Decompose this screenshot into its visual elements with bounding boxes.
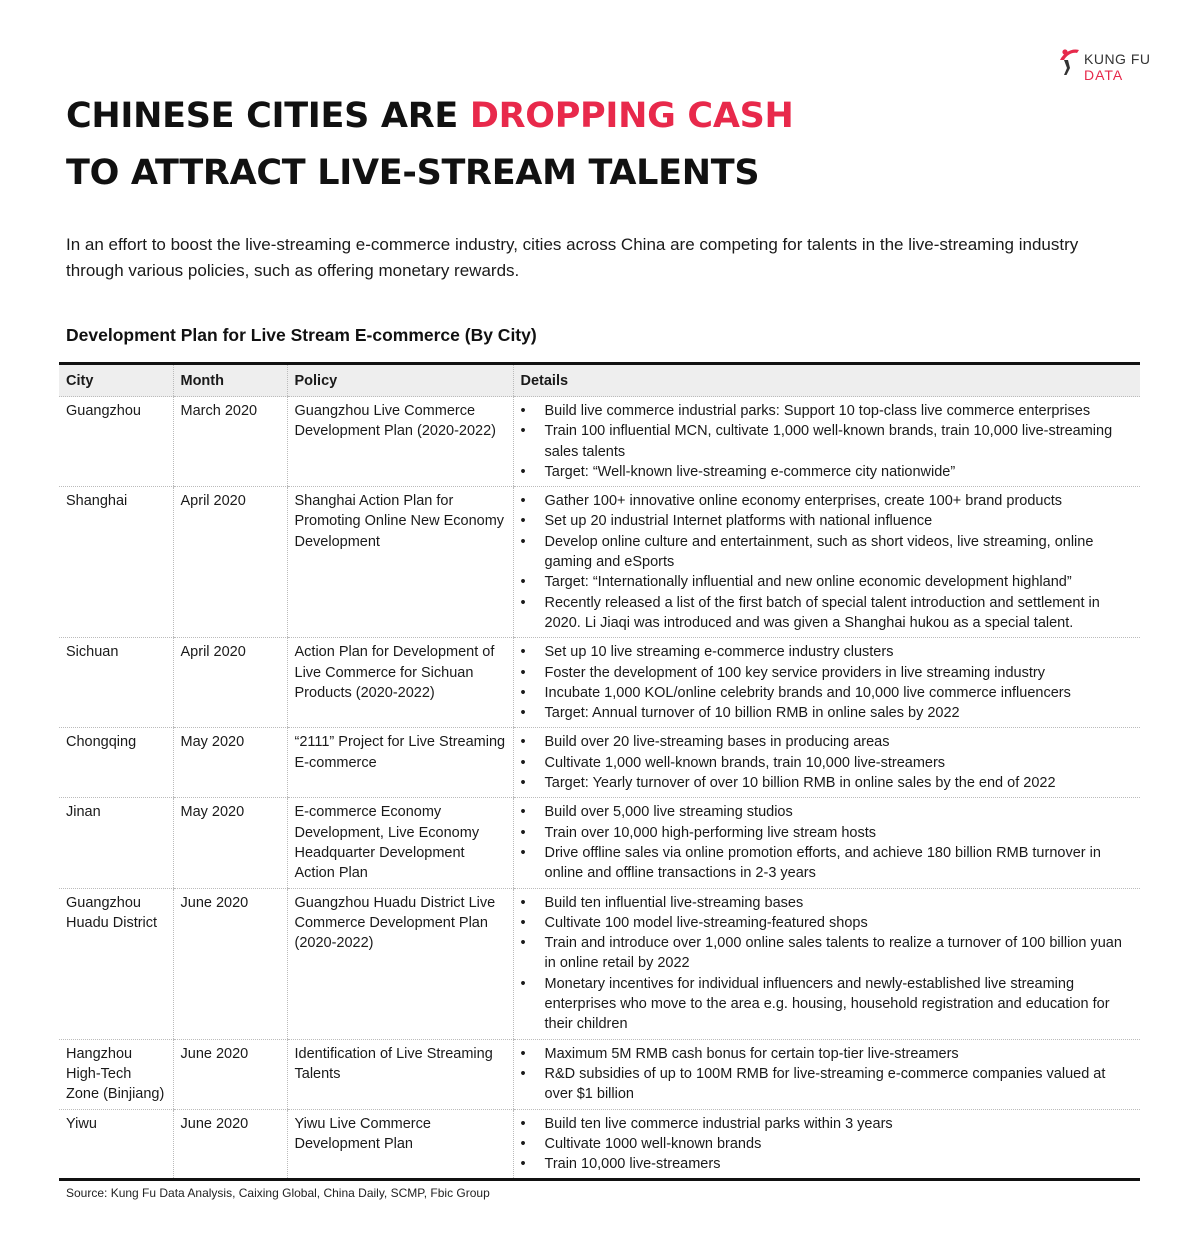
development-plan-table	[59, 362, 1140, 1181]
details-list-item: • Train over 10,000 high-performing live stream hosts	[521, 823, 1134, 843]
kung-fu-figure-icon	[1056, 46, 1082, 76]
cell-city: Guangzhou Huadu District	[59, 888, 173, 1039]
cell-details	[513, 728, 1140, 798]
details-list	[521, 491, 1134, 633]
details-list-item: • Set up 20 industrial Internet platforms with national influence	[521, 511, 1134, 531]
cell-policy: Guangzhou Live Commerce Development Plan (2020-2022)	[287, 397, 513, 487]
cell-month: April 2020	[173, 487, 287, 638]
details-list-item: • Train 100 influential MCN, cultivate 1,000 well-known brands, train 10,000 live-streaming sales talents	[521, 421, 1134, 462]
details-list-item: • Cultivate 1000 well-known brands	[521, 1134, 1134, 1154]
cell-city: Guangzhou	[59, 397, 173, 487]
details-list-item: • Develop online culture and entertainment, such as short videos, live streaming, online gaming and eSports	[521, 532, 1134, 573]
cell-policy: “2111” Project for Live Streaming E-commerce	[287, 728, 513, 798]
cell-details	[513, 487, 1140, 638]
table-title: Development Plan for Live Stream E-commerce (By City)	[66, 325, 537, 345]
details-list-item: • Build ten influential live-streaming bases	[521, 893, 1134, 913]
details-list-item: • Drive offline sales via online promotion efforts, and achieve 180 billion RMB turnover in online and offline transactions in 2-3 years	[521, 843, 1134, 884]
details-list-item: • Maximum 5M RMB cash bonus for certain top-tier live-streamers	[521, 1044, 1134, 1064]
table-header-row	[59, 364, 1140, 397]
logo-text-data: DATA	[1084, 67, 1124, 83]
details-list-item: • Train 10,000 live-streamers	[521, 1154, 1134, 1174]
table-row	[59, 487, 1140, 638]
details-list	[521, 802, 1134, 883]
details-list-item: • Build over 20 live-streaming bases in producing areas	[521, 732, 1134, 752]
cell-city: Yiwu	[66, 1115, 97, 1132]
cell-month: April 2020	[173, 638, 287, 728]
details-list-item: • Cultivate 1,000 well-known brands, train 10,000 live-streamers	[521, 753, 1134, 773]
cell-city: Jinan	[59, 798, 173, 888]
cell-month: March 2020	[173, 397, 287, 487]
details-list	[521, 732, 1134, 793]
details-list	[521, 893, 1134, 1035]
details-list-item: • Target: Annual turnover of 10 billion RMB in online sales by 2022	[521, 703, 1134, 723]
table-row	[59, 638, 1140, 728]
details-list-item: • Recently released a list of the first batch of special talent introduction and settlement in 2020. Li Jiaqi was introduced and was given a Shanghai hukou as a special talent.	[521, 593, 1134, 634]
details-list-item: • Foster the development of 100 key service providers in live streaming industry	[521, 663, 1134, 683]
details-list	[521, 1114, 1134, 1175]
details-list-item: • Target: “Well-known live-streaming e-commerce city nationwide”	[521, 462, 1134, 482]
details-list-item: • R&D subsidies of up to 100M RMB for live-streaming e-commerce companies valued at over $1 billion	[521, 1064, 1134, 1105]
cell-month: June 2020	[173, 1109, 287, 1180]
details-list	[521, 401, 1134, 482]
header-city: City	[59, 364, 173, 397]
headline-highlight: DROPPING CASH	[469, 96, 794, 136]
kung-fu-data-logo	[1056, 44, 1152, 84]
cell-city: Chongqing	[59, 728, 173, 798]
source-note: Source: Kung Fu Data Analysis, Caixing Global, China Daily, SCMP, Fbic Group	[66, 1186, 490, 1200]
cell-policy: Guangzhou Huadu District Live Commerce Development Plan (2020-2022)	[287, 888, 513, 1039]
details-list-item: • Monetary incentives for individual influencers and newly-established live streaming enterprises who move to the area e.g. housing, household registration and education for their children	[521, 974, 1134, 1035]
cell-details	[513, 638, 1140, 728]
cell-month: June 2020	[173, 888, 287, 1039]
details-list-item: • Gather 100+ innovative online economy enterprises, create 100+ brand products	[521, 491, 1134, 511]
details-list-item: • Train and introduce over 1,000 online sales talents to realize a turnover of 100 billion yuan in online retail by 2022	[521, 933, 1134, 974]
table-body	[59, 397, 1140, 1180]
table-row	[59, 728, 1140, 798]
details-list-item: • Build live commerce industrial parks: Support 10 top-class live commerce enterprises	[521, 401, 1134, 421]
cell-city: Sichuan	[59, 638, 173, 728]
details-list-item: • Incubate 1,000 KOL/online celebrity brands and 10,000 live commerce influencers	[521, 683, 1134, 703]
details-list	[521, 1044, 1134, 1105]
table-row	[59, 1039, 1140, 1109]
details-list-item: • Set up 10 live streaming e-commerce industry clusters	[521, 642, 1134, 662]
cell-details	[513, 1109, 1140, 1180]
cell-policy: Shanghai Action Plan for Promoting Online New Economy Development	[287, 487, 513, 638]
cell-policy: E-commerce Economy Development, Live Economy Headquarter Development Action Plan	[287, 798, 513, 888]
cell-details	[513, 888, 1140, 1039]
cell-policy: Identification of Live Streaming Talents	[287, 1039, 513, 1109]
headline-line1-text: CHINESE CITIES ARE	[66, 96, 470, 136]
header-details: Details	[513, 364, 1140, 397]
cell-policy: Yiwu Live Commerce Development Plan	[287, 1109, 513, 1180]
details-list-item: • Target: “Internationally influential and new online economic development highland”	[521, 572, 1134, 592]
cell-details	[513, 1039, 1140, 1109]
details-list-item: • Build ten live commerce industrial parks within 3 years	[521, 1114, 1134, 1134]
cell-policy: Action Plan for Development of Live Commerce for Sichuan Products (2020-2022)	[287, 638, 513, 728]
details-list-item: • Build over 5,000 live streaming studios	[521, 802, 1134, 822]
table-row	[59, 397, 1140, 487]
logo-text-kung-fu: KUNG FU	[1084, 51, 1151, 67]
cell-city: Shanghai	[59, 487, 173, 638]
details-list	[521, 642, 1134, 723]
table-row	[59, 1109, 1140, 1180]
header-month: Month	[173, 364, 287, 397]
cell-city: Hangzhou High-Tech Zone (Binjiang)	[59, 1039, 173, 1109]
table-row	[59, 888, 1140, 1039]
details-list-item: • Target: Yearly turnover of over 10 billion RMB in online sales by the end of 2022	[521, 773, 1134, 793]
headline-line2-text: TO ATTRACT LIVE-STREAM TALENTS	[66, 153, 760, 193]
page-headline	[66, 88, 794, 202]
cell-month: May 2020	[173, 798, 287, 888]
table-row	[59, 798, 1140, 888]
details-list-item: • Cultivate 100 model live-streaming-featured shops	[521, 913, 1134, 933]
cell-month: May 2020	[173, 728, 287, 798]
header-policy: Policy	[287, 364, 513, 397]
intro-paragraph: In an effort to boost the live-streaming e-commerce industry, cities across China are competing for talents in the live-streaming industry through various policies, such as offering monetary rewards.	[66, 235, 1079, 280]
cell-details	[513, 798, 1140, 888]
cell-details	[513, 397, 1140, 487]
cell-month: June 2020	[173, 1039, 287, 1109]
